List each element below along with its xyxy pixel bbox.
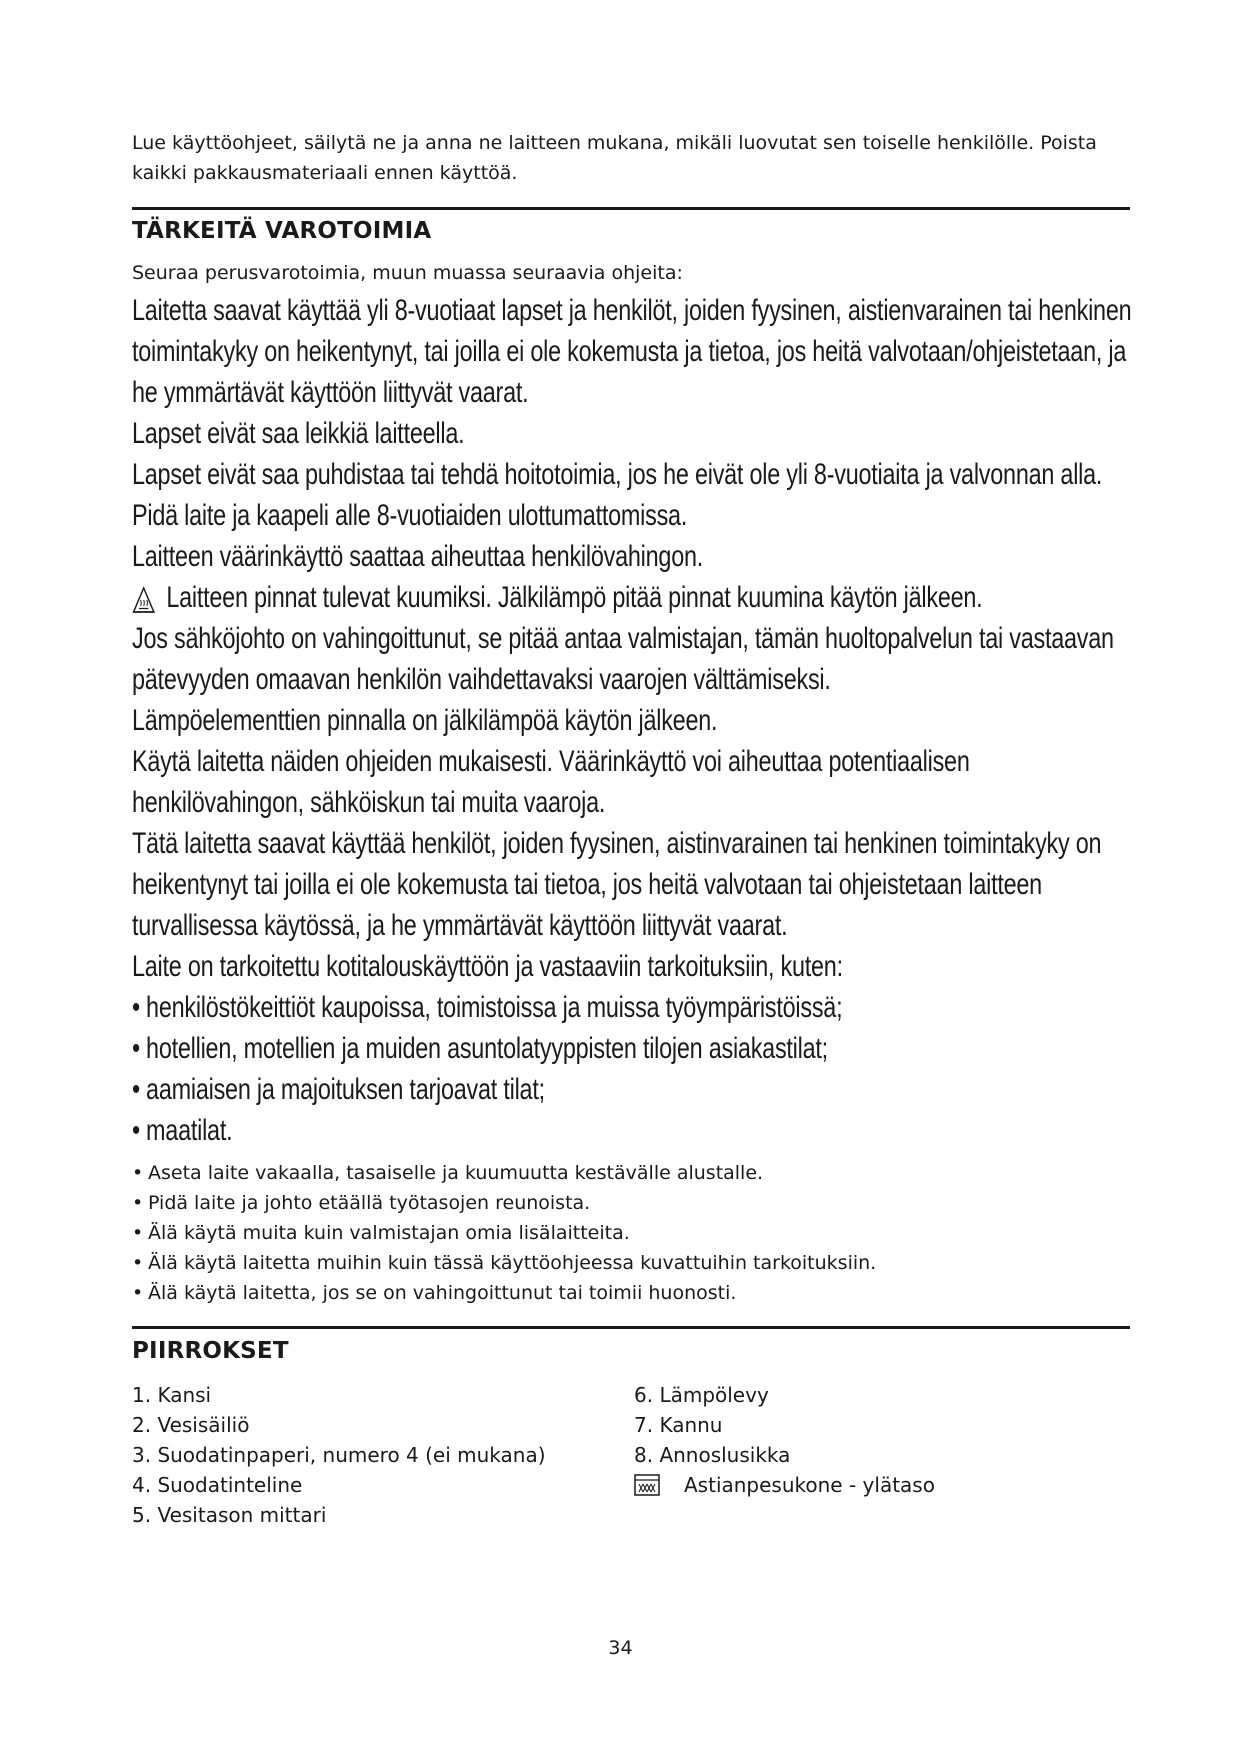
hot-surface-warning xyxy=(132,577,983,618)
bullet-dot: • xyxy=(132,1252,144,1274)
dishwasher-label: Astianpesukone - ylätaso xyxy=(684,1473,935,1497)
safety-line: Laitteen väärinkäyttö saattaa aiheuttaa henkilövahingon. xyxy=(132,540,704,573)
section-divider xyxy=(132,207,1130,210)
use-bullet: • aamiaisen ja majoituksen tarjoavat tilat; xyxy=(132,1069,920,1110)
page-number: 34 xyxy=(608,1637,633,1659)
safety-line: heikentynyt tai joilla ei ole kokemusta tai tietoa, jos heitä valvotaan tai ohjeistetaan laitteen xyxy=(132,868,1042,901)
list-item xyxy=(132,1158,876,1188)
part-item: 1. Kansi xyxy=(132,1383,212,1407)
use-bullet: • hotellien, motellien ja muiden asuntolatyyppisten tilojen asiakastilat; xyxy=(132,1028,920,1069)
safety-line: Lapset eivät saa leikkiä laitteella. xyxy=(132,417,465,450)
safety-line: Käytä laitetta näiden ohjeiden mukaisesti. Väärinkäyttö voi aiheuttaa potentiaalisen xyxy=(132,745,970,778)
list-item-text: Älä käytä laitetta, jos se on vahingoittunut tai toimii huonosti. xyxy=(148,1282,737,1304)
list-item-text: Pidä laite ja johto etäällä työtasojen reunoista. xyxy=(148,1192,591,1214)
list-item-text: Aseta laite vakaalla, tasaiselle ja kuumuutta kestävälle alustalle. xyxy=(148,1162,764,1184)
dishwasher-row xyxy=(634,1470,935,1500)
part-item: 8. Annoslusikka xyxy=(634,1443,791,1467)
list-item-text: Älä käytä muita kuin valmistajan omia lisälaitteita. xyxy=(148,1222,630,1244)
safety-line: pätevyyden omaavan henkilön vaihdettavaksi vaarojen välttämiseksi. xyxy=(132,663,831,696)
safety-line: turvallisessa käytössä, ja he ymmärtävät käyttöön liittyvät vaarat. xyxy=(132,909,788,942)
section-divider xyxy=(132,1326,1130,1329)
use-bullet: • henkilöstökeittiöt kaupoissa, toimistoissa ja muissa työympäristöissä; xyxy=(132,987,920,1028)
safety-line: Jos sähköjohto on vahingoittunut, se pitää antaa valmistajan, tämän huoltopalvelun tai vastaavan xyxy=(132,622,1114,655)
safety-line: Laitetta saavat käyttää yli 8-vuotiaat lapset ja henkilöt, joiden fyysinen, aistienvarainen tai henkinen xyxy=(132,294,1132,327)
parts-left-column xyxy=(132,1380,546,1530)
list-item-text: Älä käytä laitetta muihin kuin tässä käyttöohjeessa kuvattuihin tarkoituksiin. xyxy=(148,1252,877,1274)
intro-text xyxy=(132,128,1130,188)
list-item xyxy=(132,1218,876,1248)
list-item xyxy=(132,1248,876,1278)
part-item: 2. Vesisäiliö xyxy=(132,1413,250,1437)
hot-surface-warning-icon xyxy=(132,584,155,612)
use-bullet: • maatilat. xyxy=(132,1110,920,1151)
list-item xyxy=(132,1188,876,1218)
intro-line-2: kaikki pakkausmateriaali ennen käyttöä. xyxy=(132,162,518,184)
part-item: 4. Suodatinteline xyxy=(132,1473,303,1497)
bullet-dot: • xyxy=(132,1192,144,1214)
bullet-dot: • xyxy=(132,1282,144,1304)
safety-line: he ymmärtävät käyttöön liittyvät vaarat. xyxy=(132,376,529,409)
safety-subheading: Seuraa perusvarotoimia, muun muassa seuraavia ohjeita: xyxy=(132,262,683,284)
bullet-dot: • xyxy=(132,1162,144,1184)
parts-right-column xyxy=(634,1380,935,1500)
bullet-dot: • xyxy=(132,1222,144,1244)
safety-line: Tätä laitetta saavat käyttää henkilöt, joiden fyysinen, aistinvarainen tai henkinen toimintakyky on xyxy=(132,827,1102,860)
safety-line: Pidä laite ja kaapeli alle 8-vuotiaiden ulottumattomissa. xyxy=(132,499,688,532)
part-item: 3. Suodatinpaperi, numero 4 (ei mukana) xyxy=(132,1443,546,1467)
safety-line: Lämpöelementtien pinnalla on jälkilämpöä käytön jälkeen. xyxy=(132,704,718,737)
hot-surface-text: Laitteen pinnat tulevat kuumiksi. Jälkilämpö pitää pinnat kuumina käytön jälkeen. xyxy=(166,581,983,614)
safety-heading: TÄRKEITÄ VAROTOIMIA xyxy=(132,218,432,244)
parts-heading: PIIRROKSET xyxy=(132,1338,289,1364)
intro-line-1: Lue käyttöohjeet, säilytä ne ja anna ne laitteen mukana, mikäli luovutat sen toiselle henkilölle. Poista xyxy=(132,132,1097,154)
part-item: 7. Kannu xyxy=(634,1413,723,1437)
part-item: 6. Lämpölevy xyxy=(634,1383,769,1407)
safety-line: toimintakyky on heikentynyt, tai joilla ei ole kokemusta ja tietoa, jos heitä valvotaan/ohjeistetaan, ja xyxy=(132,335,1127,368)
safety-conditions xyxy=(132,290,1132,1151)
safety-line: henkilövahingon, sähköiskun tai muita vaaroja. xyxy=(132,786,606,819)
small-bullet-list xyxy=(132,1158,876,1308)
safety-line: Lapset eivät saa puhdistaa tai tehdä hoitotoimia, jos he eivät ole yli 8-vuotiaita ja valvonnan alla. xyxy=(132,458,1103,491)
part-item: 5. Vesitason mittari xyxy=(132,1503,327,1527)
list-item xyxy=(132,1278,876,1308)
safety-line: Laite on tarkoitettu kotitalouskäyttöön ja vastaaviin tarkoituksiin, kuten: xyxy=(132,950,843,983)
dishwasher-icon xyxy=(634,1474,660,1496)
